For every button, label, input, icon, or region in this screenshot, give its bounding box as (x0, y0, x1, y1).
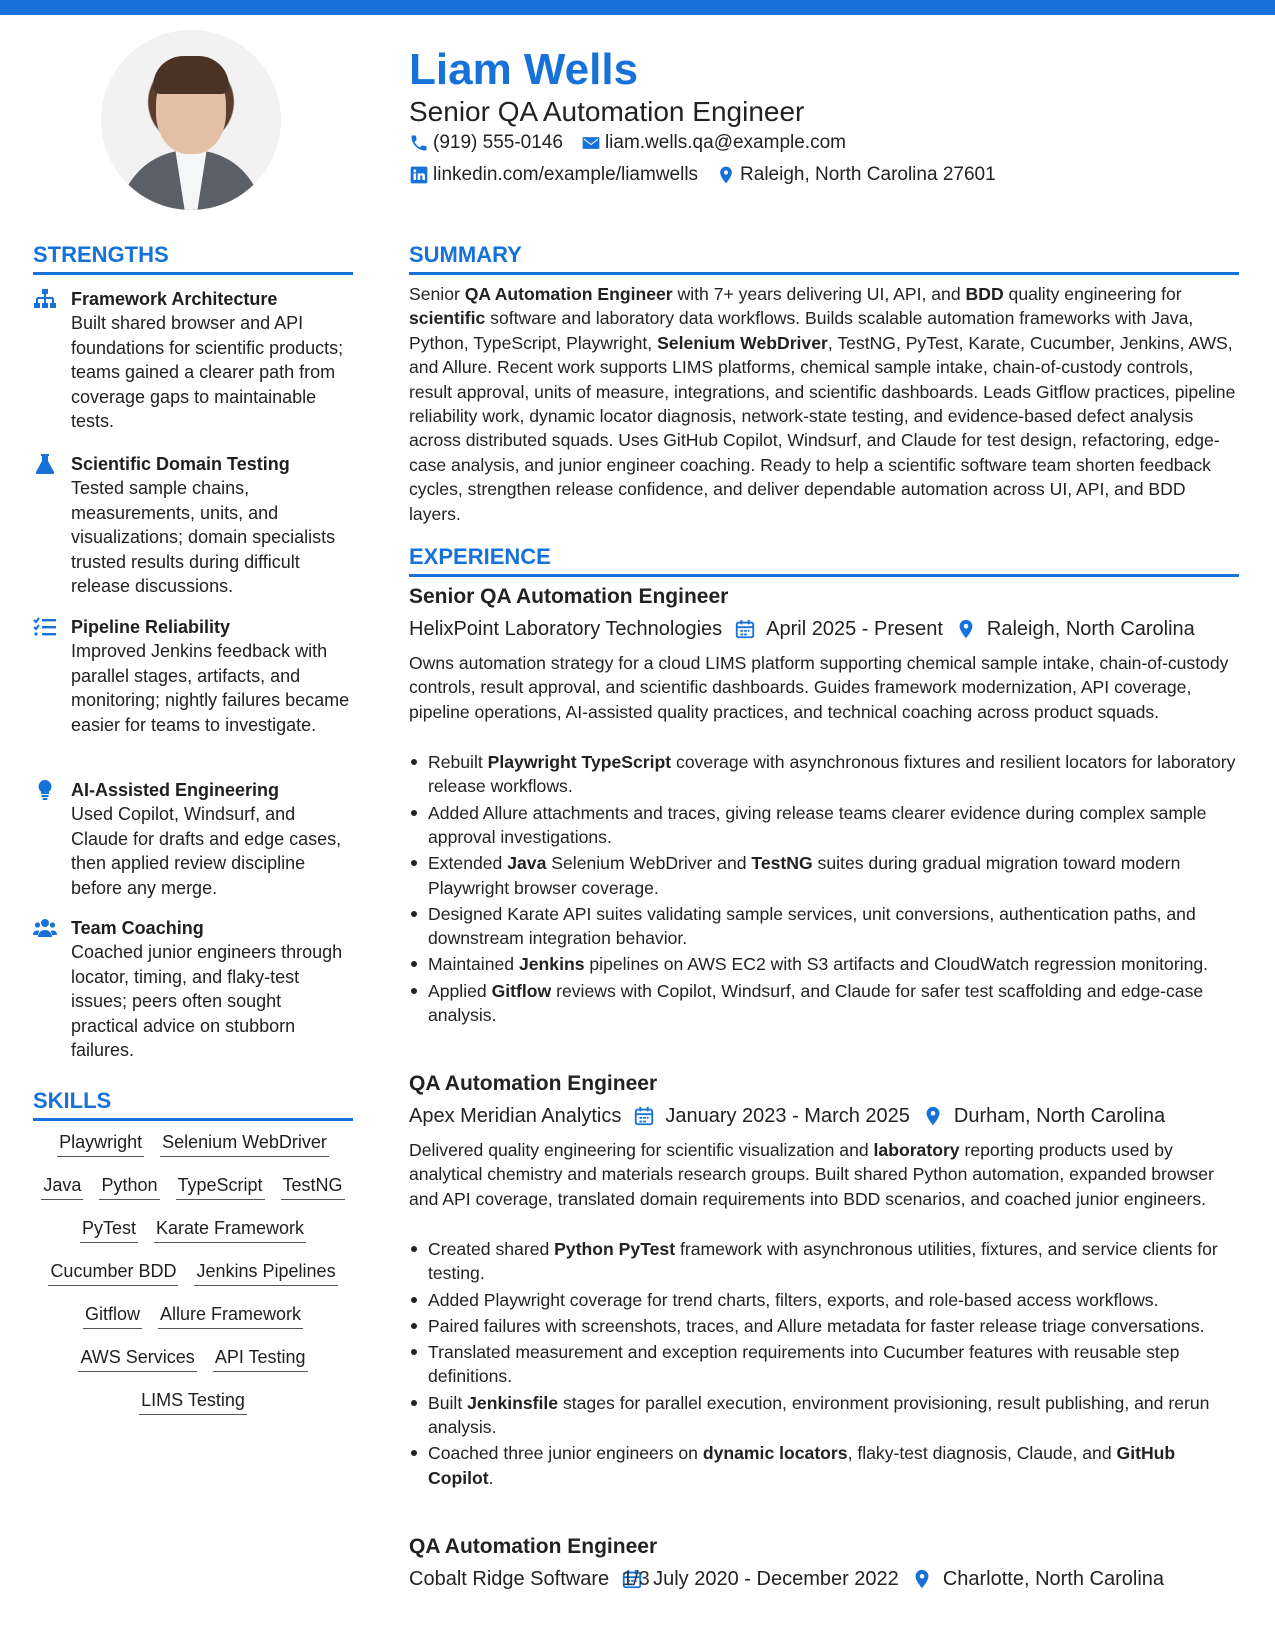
job-location: Durham, North Carolina (953, 1105, 1166, 1127)
skill-tag: Karate Framework (154, 1216, 306, 1243)
summary-heading: SUMMARY (409, 242, 522, 267)
flask-icon (33, 454, 57, 474)
strength-text: Improved Jenkins feedback with parallel stages, artifacts, and monitoring; nightly failures became easier for teams to investigate. (71, 641, 350, 735)
skill-tag: API Testing (213, 1345, 308, 1372)
strengths-rule (33, 272, 353, 275)
email-address[interactable]: liam.wells.qa@example.com (604, 132, 846, 153)
strength-text: Built shared browser and API foundations for scientific products; teams gained a clearer path from coverage gaps to maintainable tests. (71, 313, 344, 431)
skill-tag: TestNG (281, 1173, 345, 1200)
skills-rule (33, 1118, 353, 1121)
location: Raleigh, North Carolina 27601 (740, 164, 996, 185)
job-bullets (409, 750, 1239, 1029)
experience-rule (409, 574, 1239, 577)
skill-tag: Cucumber BDD (48, 1259, 178, 1286)
strength-title: AI-Assisted Engineering (71, 780, 280, 800)
linkedin-url[interactable]: linkedin.com/example/liamwells (433, 164, 699, 185)
candidate-title: Senior QA Automation Engineer (409, 96, 805, 127)
job-dates: April 2025 - Present (766, 618, 943, 640)
list-item: Translated measurement and exception requirements into Cucumber features with reusable step definitions. (409, 1340, 1239, 1389)
strength-title: Scientific Domain Testing (71, 454, 290, 474)
map-pin-icon (955, 618, 977, 640)
job-location: Charlotte, North Carolina (942, 1568, 1165, 1590)
job-description: Delivered quality engineering for scientific visualization and laboratory reporting products used by analytical chemistry and materials research groups. Built shared Python automation, expanded browser and API coverage, translated domain requirements into BDD scenarios, and coached junior engineers. (409, 1140, 1214, 1209)
list-item: Applied Gitflow reviews with Copilot, Windsurf, and Claude for safer test scaffolding and edge-case analysis. (409, 979, 1239, 1028)
summary-text: Senior QA Automation Engineer with 7+ years delivering UI, API, and BDD quality engineering for scientific software and laboratory data workflows. Builds scalable automation frameworks with Java, Python, TypeScript, Playwright, Selenium WebDriver, TestNG, PyTest, Karate, Cucumber, Jenkins, AWS, and Allure. Recent work supports LIMS platforms, chemical sample intake, chain-of-custody controls, result approval, units of measure, integrations, and scientific dashboards. Leads Gitflow practices, pipeline reliability work, dynamic locator diagnosis, network-state testing, and evidence-based defect analysis across distributed squads. Uses GitHub Copilot, Windsurf, and Claude for test design, refactoring, edge-case analysis, and junior engineer coaching. Ready to help a scientific software team shorten feedback cycles, strengthen release confidence, and deliver dependable automation across UI, API, and BDD layers. (409, 284, 1236, 524)
job-title: QA Automation Engineer (409, 1072, 658, 1095)
company-name: Apex Meridian Analytics (409, 1105, 622, 1127)
skill-tag: AWS Services (78, 1345, 196, 1372)
job-description: Owns automation strategy for a cloud LIMS platform supporting chemical sample intake, chain-of-custody controls, result approval, and scientific dashboards. Guides framework modernization, API coverage, pipeline operations, AI-assisted quality practices, and technical coaching across product squads. (409, 653, 1229, 722)
strength-text: Tested sample chains, measurements, units, and visualizations; domain specialists trusted results during difficult release discussions. (71, 478, 336, 596)
experience-heading: EXPERIENCE (409, 544, 551, 569)
skill-tag: Allure Framework (158, 1302, 303, 1329)
strength-title: Team Coaching (71, 918, 204, 938)
company-name: HelixPoint Laboratory Technologies (409, 618, 723, 640)
skill-tag: Jenkins Pipelines (194, 1259, 337, 1286)
job-location: Raleigh, North Carolina (986, 618, 1195, 640)
list-item: Rebuilt Playwright TypeScript coverage with asynchronous fixtures and resilient locators for laboratory release workflows. (409, 750, 1239, 799)
list-item: Added Playwright coverage for trend charts, filters, exports, and role-based access workflows. (409, 1288, 1239, 1312)
job-dates: January 2023 - March 2025 (665, 1105, 910, 1127)
skills-heading: SKILLS (33, 1088, 112, 1113)
skills-row (33, 1130, 353, 1157)
strength-title: Framework Architecture (71, 289, 278, 309)
skill-tag: Playwright (57, 1130, 144, 1157)
job-title: QA Automation Engineer (409, 1535, 658, 1558)
strength-title: Pipeline Reliability (71, 617, 231, 637)
list-item: Added Allure attachments and traces, giving release teams clearer evidence during complex sample approval investigations. (409, 801, 1239, 850)
skill-tag: Gitflow (83, 1302, 142, 1329)
list-item: Built Jenkinsfile stages for parallel execution, environment provisioning, result publishing, and rerun analysis. (409, 1391, 1239, 1440)
email-icon (581, 133, 601, 153)
job-title: Senior QA Automation Engineer (409, 585, 729, 608)
summary-rule (409, 272, 1239, 275)
skills-row (33, 1302, 353, 1329)
strengths-heading: STRENGTHS (33, 242, 169, 267)
skill-tag: TypeScript (176, 1173, 265, 1200)
skills-row (33, 1259, 353, 1286)
list-check-icon (33, 617, 57, 637)
list-item: Created shared Python PyTest framework with asynchronous utilities, fixtures, and service clients for testing. (409, 1237, 1239, 1286)
contact-row-2 (409, 163, 996, 187)
map-pin-icon (922, 1105, 944, 1127)
top-accent-bar (0, 0, 1275, 15)
calendar-icon (633, 1105, 655, 1127)
calendar-icon (734, 618, 756, 640)
skill-tag: PyTest (80, 1216, 138, 1243)
skills-row (33, 1345, 353, 1372)
list-item: Extended Java Selenium WebDriver and TestNG suites during gradual migration toward modern Playwright browser coverage. (409, 851, 1239, 900)
skill-tag: Java (41, 1173, 83, 1200)
company-name: Cobalt Ridge Software (409, 1568, 610, 1590)
list-item: Paired failures with screenshots, traces, and Allure metadata for faster release triage conversations. (409, 1314, 1239, 1338)
candidate-name: Liam Wells (409, 45, 639, 94)
contact-row-1 (409, 131, 846, 155)
list-item: Designed Karate API suites validating sample services, unit conversions, authentication paths, and downstream integration behavior. (409, 902, 1239, 951)
map-pin-icon (911, 1568, 933, 1590)
job-meta (409, 616, 1195, 642)
phone-icon (409, 133, 429, 153)
strength-text: Coached junior engineers through locator, timing, and flaky-test issues; peers often sought practical advice on stubborn failures. (71, 942, 343, 1060)
job-meta (409, 1103, 1165, 1129)
users-icon (33, 918, 57, 938)
profile-photo (101, 30, 281, 210)
skills-row (33, 1173, 353, 1200)
linkedin-icon (409, 165, 429, 185)
skill-tag: Selenium WebDriver (160, 1130, 329, 1157)
skill-tag: Python (99, 1173, 159, 1200)
skills-row (33, 1216, 353, 1243)
phone-number[interactable]: (919) 555-0146 (433, 132, 563, 153)
job-bullets (409, 1237, 1239, 1492)
skills-row (33, 1388, 353, 1415)
skill-tag: LIMS Testing (139, 1388, 247, 1415)
lightbulb-icon (33, 780, 57, 800)
map-pin-icon (716, 165, 736, 185)
job-meta (409, 1566, 1164, 1592)
skills-list (33, 1130, 353, 1415)
list-item: Coached three junior engineers on dynamic locators, flaky-test diagnosis, Claude, and GitHub Copilot. (409, 1441, 1239, 1490)
job-dates: July 2020 - December 2022 (653, 1568, 899, 1590)
strength-text: Used Copilot, Windsurf, and Claude for drafts and edge cases, then applied review discipline before any merge. (71, 804, 342, 898)
list-item: Maintained Jenkins pipelines on AWS EC2 with S3 artifacts and CloudWatch regression monitoring. (409, 952, 1239, 976)
page-number: 1/3 (622, 1568, 650, 1590)
sitemap-icon (33, 289, 57, 309)
